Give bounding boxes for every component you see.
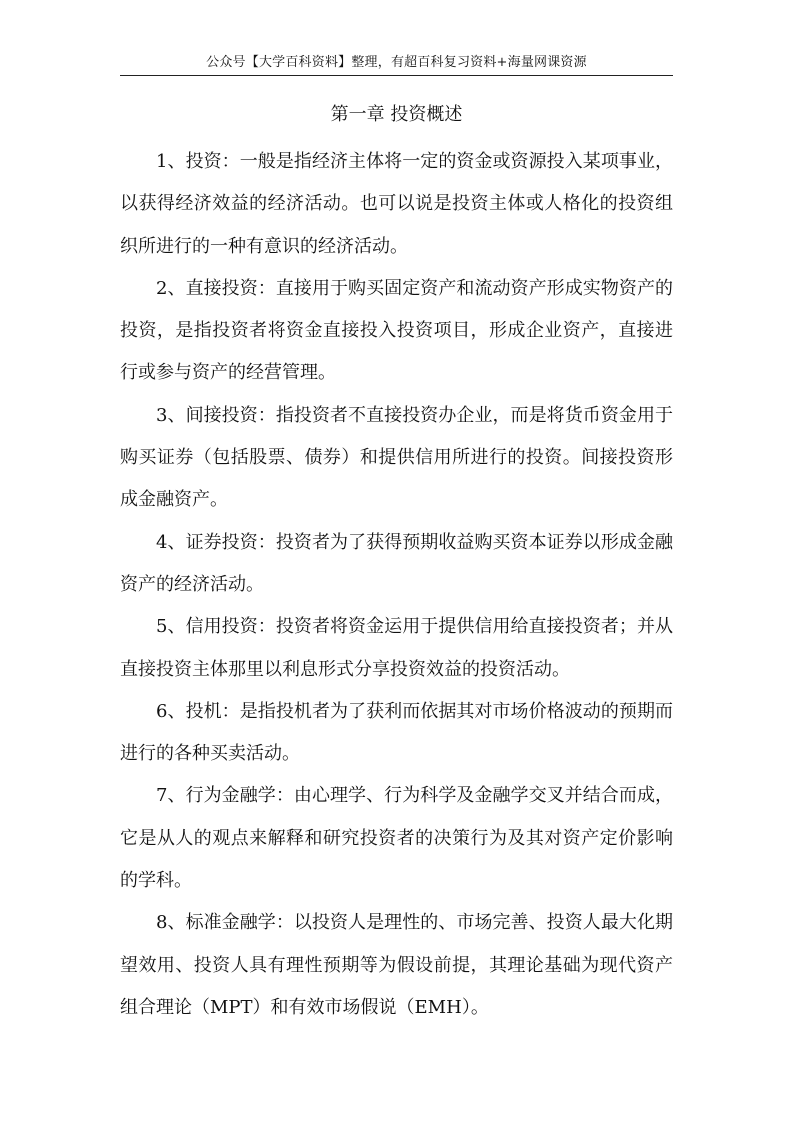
paragraph-credit-investment: 5、信用投资：投资者将资金运用于提供信用给直接投资者；并从直接投资主体那里以利息形式分享投资效益的投资活动。 [120,616,673,680]
paragraph-securities-investment: 4、证券投资：投资者为了获得预期收益购买资本证券以形成金融资产的经济活动。 [120,531,673,595]
chapter-title: 第一章 投资概述 [330,104,463,125]
paragraph-behavioral-finance: 7、行为金融学：由心理学、行为科学及金融学交叉并结合而成，它是从人的观点来解释和研究投资者的决策行为及其对资产定价影响的学科。 [120,785,673,892]
paragraph-speculation: 6、投机：是指投机者为了获利而依据其对市场价格波动的预期而进行的各种买卖活动。 [120,700,673,765]
paragraph-indirect-investment: 3、间接投资：指投资者不直接投资办企业，而是将货币资金用于购买证券（包括股票、债券）和提供信用所进行的投资。间接投资形成金融资产。 [120,404,673,511]
header-divider [120,75,673,76]
page-header: 公众号【大学百科资料】整理，有超百科复习资料+海量网课资源 [206,55,587,70]
paragraph-direct-investment: 2、直接投资：直接用于购买固定资产和流动资产形成实物资产的投资，是指投资者将资金直接投入投资项目，形成企业资产，直接进行或参与资产的经营管理。 [120,277,673,384]
paragraph-standard-finance: 8、标准金融学：以投资人是理性的、市场完善、投资人最大化期望效用、投资人具有理性预期等为假设前提，其理论基础为现代资产组合理论（MPT）和有效市场假说（EMH）。 [120,912,673,1018]
paragraph-investment: 1、投资：一般是指经济主体将一定的资金或资源投入某项事业，以获得经济效益的经济活动。也可以说是投资主体或人格化的投资组织所进行的一种有意识的经济活动。 [120,151,673,257]
document-body [120,141,673,1029]
